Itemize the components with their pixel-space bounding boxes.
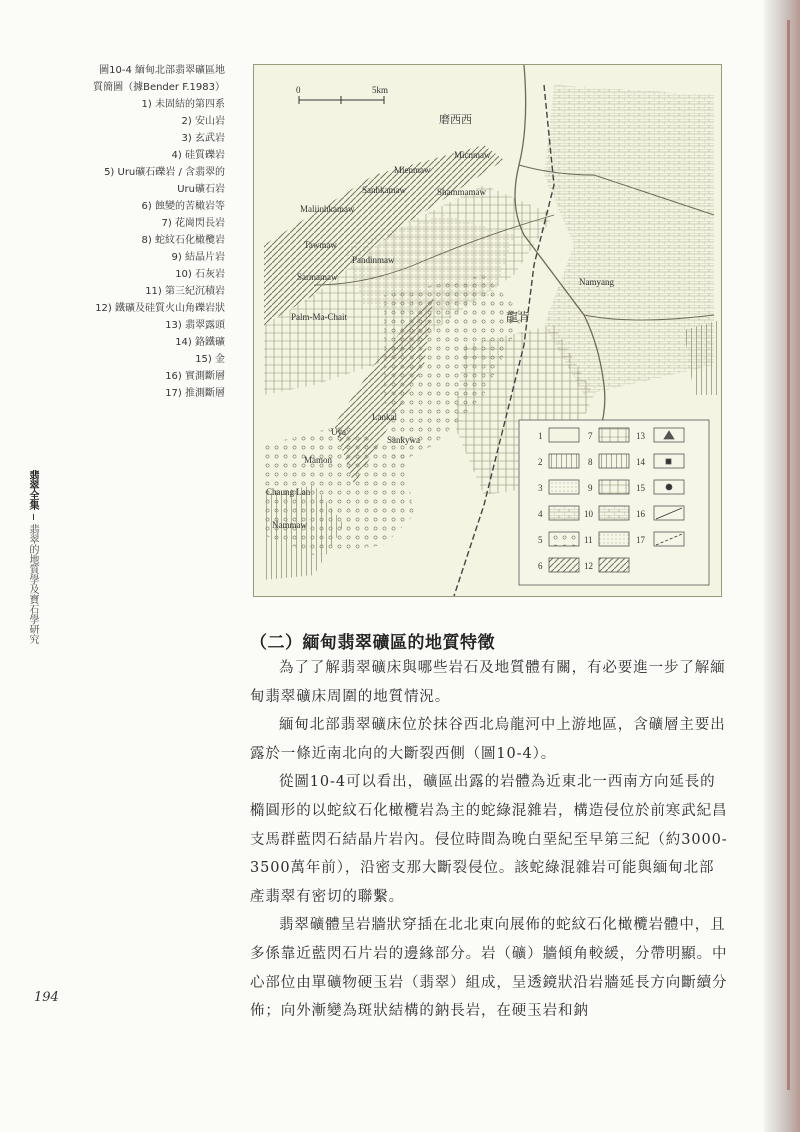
legend-number: 1 [538,431,543,441]
legend-item: 17) 推測斷層 [165,388,225,399]
legend-item: 2) 安山岩 [181,116,225,127]
place-label: 龍肯 [506,310,531,324]
legend-item: 11) 第三紀沉積岩 [145,286,225,297]
place-label: Uya [331,427,346,437]
legend-number: 10 [584,509,593,519]
book-title: 翡翠全集 [27,470,38,510]
legend-item: 7) 花崗閃長岩 [161,218,225,229]
chapter-title: 翡翠的地質學及寶石學研究 [27,524,38,644]
legend-number: 6 [538,561,543,571]
place-label: Mienmaw [394,165,431,175]
legend-item: 3) 玄武岩 [181,133,225,144]
place-label: Chaung Lan [266,487,311,497]
legend-number: 9 [588,483,593,493]
map-drawing [254,65,721,596]
legend-item: 5) Uru礦石礫岩 / 含翡翠的 [104,167,225,178]
legend-item: 16) 實測斷層 [165,371,225,382]
place-label: Sankywa [387,435,420,445]
legend-item: Uru礦石岩 [177,184,225,195]
legend-number: 15 [636,483,645,493]
page-number: 194 [34,990,59,1005]
legend-item: 1) 未固結的第四系 [141,99,225,110]
place-label: 磨西西 [439,114,472,126]
page-binding-shadow [764,0,800,1132]
legend-number: 16 [636,509,645,519]
body-text [250,654,728,1026]
place-label: Tawmaw [304,240,337,250]
legend-item: 10) 石灰岩 [175,269,225,280]
legend-number: 4 [538,509,543,519]
legend-item: 4) 硅質礫岩 [171,150,225,161]
place-label: Shammamaw [437,187,486,197]
place-label: Pandinmaw [352,255,395,265]
figure-caption [40,62,225,402]
scale-start-label: 0 [296,85,301,95]
legend-item: 13) 翡翠露頭 [165,320,225,331]
legend-item: 12) 鐵礦及硅質火山角礫岩狀 [95,303,225,314]
legend-number: 11 [584,535,593,545]
section-heading: （二）緬甸翡翠礦區的地質特徵 [250,633,495,653]
legend-number: 7 [588,431,593,441]
page-edge-line [787,20,790,1090]
map-legend [519,420,709,585]
legend-item: 15) 金 [195,354,225,365]
caption-line: 質簡圖（據Bender F.1983） [93,82,225,93]
place-label: Sanhkamaw [362,185,406,195]
paragraph: 從圖10-4可以看出，礦區出露的岩體為近東北一西南方向延長的橢圓形的以蛇紋石化橄欖岩為主的蛇綠混雜岩，構造侵位於前寒武紀昌支馬群藍閃石結晶片岩內。侵位時間為晚白堊紀至早第三紀（約3000-3500萬年前），沿密支那大斷裂侵位。該蛇綠混雜岩可能與緬甸北部產翡翠有密切的聯繫。 [250,774,728,905]
legend-item: 9) 結晶片岩 [171,252,225,263]
geological-map [253,64,722,597]
legend-number: 2 [538,457,543,467]
paragraph: 為了了解翡翠礦床與哪些岩石及地質體有關，有必要進一步了解緬甸翡翠礦床周圍的地質情況。 [250,660,726,705]
caption-line: 圖10-4 緬甸北部翡翠礦區地 [99,65,225,76]
place-label: Micnmaw [454,150,491,160]
legend-number: 17 [636,535,645,545]
place-label: Nammaw [272,520,307,530]
legend-number: 3 [538,483,543,493]
paragraph: 緬甸北部翡翠礦床位於抹谷西北烏龍河中上游地區，含礦層主要出露於一條近南北向的大斷裂西側（圖10-4）。 [250,717,726,762]
legend-number: 12 [584,561,593,571]
title-divider [33,514,34,520]
scale-end-label: 5km [372,85,389,95]
place-label: Palm-Ma-Chait [291,312,347,322]
legend-number: 5 [538,535,543,545]
legend-number: 8 [588,457,593,467]
place-label: Namyang [579,277,614,287]
place-label: Maliinhkamaw [300,204,355,214]
running-title [24,470,42,644]
legend-number: 13 [636,431,645,441]
place-label: Sarmamaw [297,272,338,282]
place-label: Lankal [372,412,397,422]
legend-item: 14) 鉻鐵礦 [175,337,225,348]
place-label: Mamon [304,455,332,465]
legend-number: 14 [636,457,645,467]
paragraph: 翡翠礦體呈岩牆狀穿插在北北東向展佈的蛇紋石化橄欖岩體中，且多係靠近藍閃石片岩的邊緣部分。岩（礦）牆傾角較緩，分帶明顯。中心部位由單礦物硬玉岩（翡翠）組成，呈透鏡狀沿岩牆延長方向斷續分佈；向外漸變為斑狀結構的鈉長岩，在硬玉岩和鈉 [250,917,728,1020]
legend-item: 8) 蛇紋石化橄欖岩 [141,235,225,246]
legend-item: 6) 蝕變的苦橄岩等 [141,201,225,212]
